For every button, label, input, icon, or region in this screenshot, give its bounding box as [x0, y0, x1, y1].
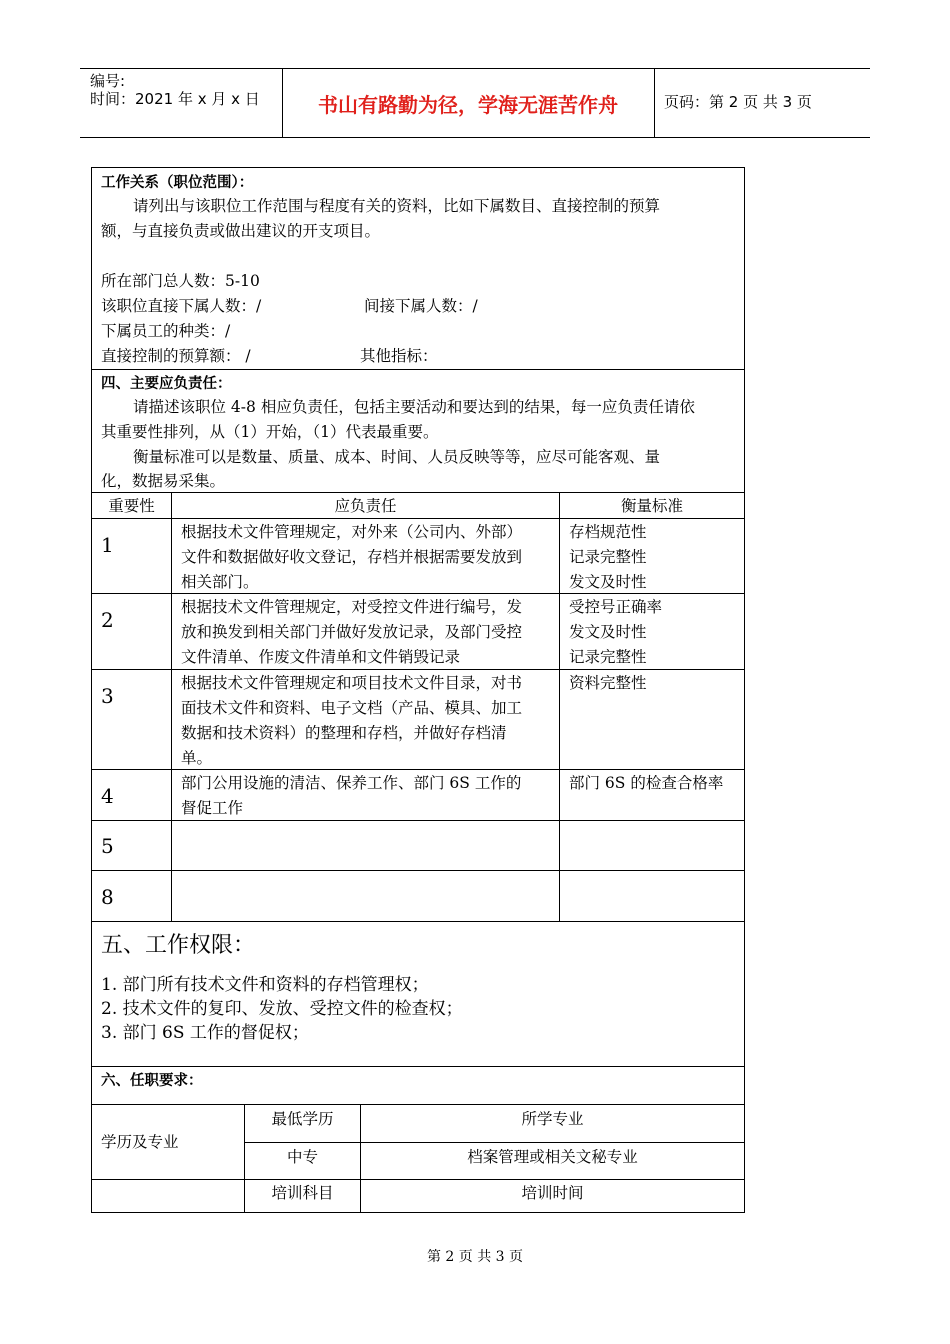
authority-item: 1. 部门所有技术文件和资料的存档管理权；	[101, 975, 429, 995]
staff-types: 下属员工的种类：/	[101, 322, 231, 340]
total-staff: 所在部门总人数：5-10	[101, 272, 260, 290]
requirements-title: 六、任职要求：	[101, 1073, 203, 1089]
header-divider	[654, 69, 655, 137]
header-page-info: 页码：第 2 页 共 3 页	[664, 93, 812, 111]
authority-item: 3. 部门 6S 工作的督促权；	[101, 1023, 309, 1043]
duties-desc1-line2: 其重要性排列，从（1）开始，（1）代表最重要。	[101, 423, 439, 441]
page-header	[80, 68, 870, 138]
direct-reports: 该职位直接下属人数：/	[101, 297, 262, 315]
time-label: 时间：2021 年 x 月 x 日	[90, 90, 260, 108]
authority-title: 五、工作权限：	[101, 933, 256, 958]
row-rank: 1	[101, 533, 114, 557]
major-label: 所学专业	[521, 1110, 584, 1128]
major-value: 档案管理或相关文秘专业	[467, 1148, 638, 1166]
relations-desc-line2: 额，与直接负责或做出建议的开支项目。	[101, 222, 381, 240]
min-edu-label: 最低学历	[271, 1110, 334, 1128]
section-divider	[92, 1104, 744, 1105]
table-row-border	[92, 1179, 744, 1180]
duties-desc2-line1: 衡量标准可以是数量、质量、成本、时间、人员反映等等，应尽可能客观、量	[133, 448, 661, 466]
row-rank: 2	[101, 608, 114, 632]
row-responsibility: 根据技术文件管理规定，对外来（公司内、外部） 文件和数据做好收文登记，存档并根据需要发放到 相关部门。	[181, 523, 523, 591]
duties-desc2-line2: 化，数据易采集。	[101, 472, 226, 490]
page-footer: 第 2 页 共 3 页	[426, 1249, 524, 1265]
table-row-border	[92, 870, 744, 871]
duties-desc1-line1: 请描述该职位 4-8 相应负责任，包括主要活动和要达到的结果，每一应负责任请依	[133, 398, 695, 416]
indirect-reports: 间接下属人数：/	[364, 297, 478, 315]
row-rank: 4	[101, 784, 114, 808]
duties-title: 四、主要应负责任：	[101, 376, 232, 392]
row-measure: 受控号正确率 发文及时性 记录完整性	[569, 598, 663, 666]
budget: 直接控制的预算额： /	[101, 347, 251, 365]
min-edu-value: 中专	[286, 1148, 318, 1166]
table-top-border	[92, 492, 744, 493]
job-description-form	[91, 167, 745, 1213]
row-responsibility: 根据技术文件管理规定和项目技术文件目录，对书 面技术文件和资料、电子文档（产品、模具、加工 数据和技术资料）的整理和存档，并做好存档清 单。	[181, 674, 523, 767]
training-time: 培训时间	[521, 1184, 584, 1202]
table-col-divider	[171, 492, 172, 921]
col-header-importance: 重要性	[108, 497, 155, 515]
relations-title: 工作关系（职位范围）：	[101, 175, 254, 191]
row-responsibility: 部门公用设施的清洁、保养工作、部门 6S 工作的 督促工作	[181, 774, 522, 817]
row-rank: 8	[101, 885, 114, 909]
relations-desc-line1: 请列出与该职位工作范围与程度有关的资料，比如下属数目、直接控制的预算	[133, 197, 661, 215]
row-rank: 5	[101, 834, 114, 858]
col-header-responsibility: 应负责任	[334, 497, 397, 515]
other-indicators: 其他指标：	[360, 347, 438, 365]
row-measure: 存档规范性 记录完整性 发文及时性	[569, 523, 647, 591]
section-divider	[92, 1066, 744, 1067]
table-col-divider	[559, 492, 560, 921]
row-measure: 资料完整性	[569, 674, 647, 692]
section-divider	[92, 369, 744, 370]
header-motto: 书山有路勤为径，学海无涯苦作舟	[318, 92, 618, 117]
row-responsibility: 根据技术文件管理规定，对受控文件进行编号，发 放和换发到相关部门并做好发放记录，及部门受控 文件清单、作废文件清单和文件销毁记录	[181, 598, 523, 666]
number-label: 编号:	[90, 72, 126, 90]
row-measure: 部门 6S 的检查合格率	[569, 774, 724, 792]
col-header-measure: 衡量标准	[620, 497, 683, 515]
table-bottom-border	[92, 921, 744, 922]
row-rank: 3	[101, 684, 114, 708]
training-subject: 培训科目	[271, 1184, 334, 1202]
table-row-border	[244, 1142, 744, 1143]
edu-label: 学历及专业	[101, 1133, 179, 1151]
header-left	[90, 72, 260, 108]
authority-item: 2. 技术文件的复印、发放、受控文件的检查权；	[101, 999, 463, 1019]
